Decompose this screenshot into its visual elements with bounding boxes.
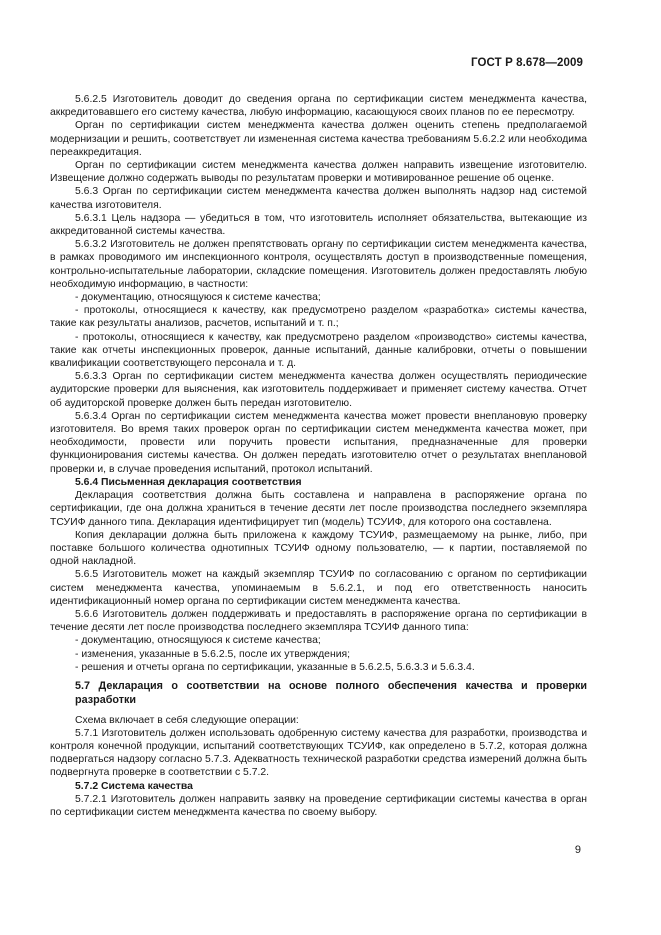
paragraph-5-6-3: 5.6.3 Орган по сертификации систем менеджмента качества должен выполнять надзор над системой качества изготовителя. <box>50 186 587 211</box>
paragraph-5-6-3-3: 5.6.3.3 Орган по сертификации систем менеджмента качества должен осуществлять периодические аудиторские проверки для выяснения, как изготовитель поддерживает и применяет систему качества. Отчет об аудиторской проверке должен быть передан изготовителю. <box>50 371 587 409</box>
list-item: - протоколы, относящиеся к качеству, как предусмотрено разделом «производство» системы качества, такие как отчеты инспекционных проверок, данные испытаний, данные калибровки, отчеты о повышении квалификации соответствующего персонала и т. д. <box>50 331 587 370</box>
paragraph-5-6-3-4: 5.6.3.4 Орган по сертификации систем менеджмента качества может провести внеплановую проверку изготовителя. Во время таких проверок орган по сертификации систем менеджмента качества может, при необходимости, провести или поручить провести испытания, предназначенные для проверки функционирования системы качества. Он должен передать изготовителю отчет о результатах внеплановой проверки и, в случае проведения испытаний, протокол испытаний. <box>50 410 587 475</box>
document-header-id: ГОСТ Р 8.678—2009 <box>471 57 583 69</box>
paragraph-5-6-6: 5.6.6 Изготовитель должен поддерживать и предоставлять в распоряжение органа по сертификации в течение десяти лет после производства последнего экземпляра ТСУИФ данного типа: <box>50 608 587 634</box>
paragraph-5-6-3-2: 5.6.3.2 Изготовитель не должен препятствовать органу по сертификации систем менеджмента качества, в рамках проводимого им инспекционного контроля, осуществлять доступ в производственные помещения, контрольно-испытательные лаборатории, складские помещения. Изготовитель должен предоставлять любую необходимую информацию, в частности: <box>50 239 587 290</box>
paragraph: Декларация соответствия должна быть составлена и направлена в распоряжение органа по сертификации, где она должна храниться в течение десяти лет после производства последнего экземпляра ТСУИФ данного типа. Декларация идентифицирует тип (модель) ТСУИФ, для которого она составлена. <box>50 490 587 528</box>
paragraph-5-7-2-1: 5.7.2.1 Изготовитель должен направить заявку на проведение сертификации системы качества в орган по сертификации систем менеджмента качества по своему выбору. <box>50 793 587 818</box>
document-body <box>50 93 587 819</box>
list-item: - документацию, относящуюся к системе качества; <box>75 292 321 304</box>
paragraph: Орган по сертификации систем менеджмента качества должен направить извещение изготовителю. Извещение должно содержать выводы по результатам проверки и мотивированное решение об оценке. <box>50 160 587 185</box>
list-item: - документацию, относящуюся к системе качества; <box>75 635 321 647</box>
list-item: - изменения, указанные в 5.6.2.5, после их утверждения; <box>75 648 351 660</box>
subsection-heading-5-6-4: 5.6.4 Письменная декларация соответствия <box>75 476 302 488</box>
list-item: - решения и отчеты органа по сертификации, указанные в 5.6.2.5, 5.6.3.3 и 5.6.3.4. <box>75 661 475 673</box>
subsection-heading-5-7-2: 5.7.2 Система качества <box>75 780 193 792</box>
paragraph-5-6-3-1: 5.6.3.1 Цель надзора — убедиться в том, что изготовитель исполняет обязательства, вытекающие из аккредитованной системы качества. <box>50 212 587 238</box>
list-item: - протоколы, относящиеся к качеству, как предусмотрено разделом «разработка» системы качества, такие как результаты анализов, расчетов, испытаний и т. п.; <box>50 305 587 330</box>
page-number: 9 <box>574 844 581 856</box>
paragraph: Орган по сертификации систем менеджмента качества должен оценить степень предполагаемой модернизации и решить, соответствует ли измененная система качества требованиям 5.6.2.2 или необходима переаккредитация. <box>50 120 587 158</box>
paragraph: Схема включает в себя следующие операции: <box>75 714 299 726</box>
paragraph: Копия декларации должна быть приложена к каждому ТСУИФ, размещаемому на рынке, либо, при поставке большого количества однотипных ТСУИФ одному пользователю, — к партии, поставляемой по одной накладной. <box>50 529 587 568</box>
paragraph-5-7-1: 5.7.1 Изготовитель должен использовать одобренную систему качества для разработки, производства и контроля конечной продукции, испытаний соответствующих ТСУИФ, как определено в 5.7.2, которая должна подвергаться надзору согласно 5.7.3. Адекватность технической разработки средства измерений должна быть подвергнута проверке в соответствии с 5.7.2. <box>50 727 587 779</box>
paragraph-5-6-2-5: 5.6.2.5 Изготовитель доводит до сведения органа по сертификации систем менеджмента качества, аккредитовавшего его систему качества, любую информацию, касающуюся своих планов по ее пересмотру. <box>50 94 587 119</box>
paragraph-5-6-5: 5.6.5 Изготовитель может на каждый экземпляр ТСУИФ по согласованию с органом по сертификации систем менеджмента качества, упоминаемым в 5.6.2.1, и под его ответственность наносить идентификационный номер органа по сертификации систем менеджмента качества. <box>50 569 587 607</box>
section-heading-5-7: 5.7 Декларация о соответствии на основе полного обеспечения качества и проверки разработки <box>75 679 587 706</box>
